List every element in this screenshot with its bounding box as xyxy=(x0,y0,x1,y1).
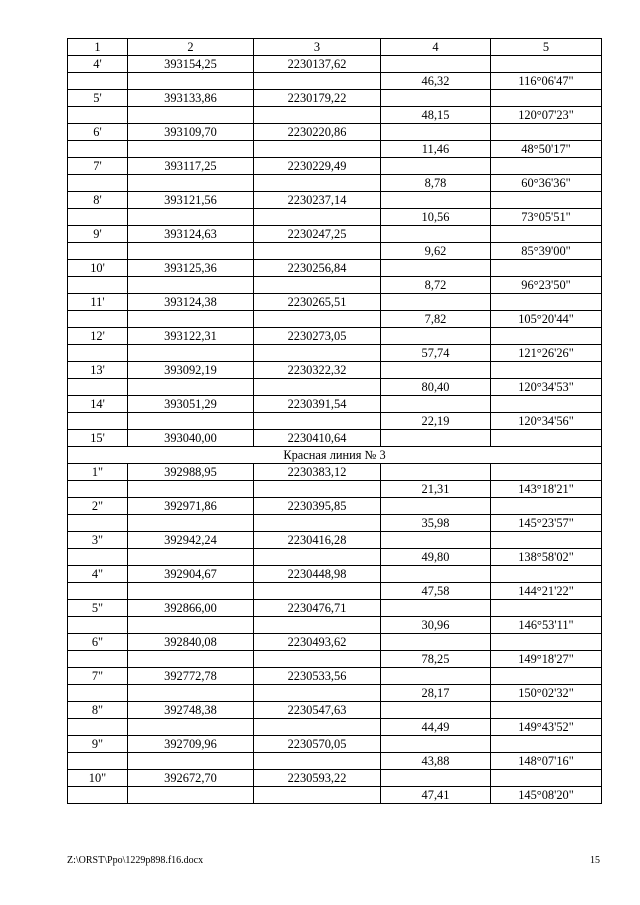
y-coordinate-cell: 2230395,85 xyxy=(254,498,381,515)
angle-cell xyxy=(491,532,602,549)
table-row xyxy=(68,124,602,141)
length-cell xyxy=(381,56,491,73)
point-cell xyxy=(68,107,128,124)
point-cell xyxy=(68,685,128,702)
x-coordinate-cell xyxy=(128,379,254,396)
length-cell: 44,49 xyxy=(381,719,491,736)
y-coordinate-cell: 2230247,25 xyxy=(254,226,381,243)
y-coordinate-cell xyxy=(254,481,381,498)
x-coordinate-cell: 392672,70 xyxy=(128,770,254,787)
angle-cell xyxy=(491,328,602,345)
length-cell: 9,62 xyxy=(381,243,491,260)
length-cell: 48,15 xyxy=(381,107,491,124)
angle-cell xyxy=(491,56,602,73)
length-cell: 57,74 xyxy=(381,345,491,362)
point-cell xyxy=(68,481,128,498)
angle-cell xyxy=(491,600,602,617)
header-cell-angle: 5 xyxy=(491,39,602,56)
angle-cell: 48°50'17" xyxy=(491,141,602,158)
point-cell: 15' xyxy=(68,430,128,447)
length-cell xyxy=(381,362,491,379)
y-coordinate-cell xyxy=(254,719,381,736)
x-coordinate-cell: 392988,95 xyxy=(128,464,254,481)
y-coordinate-cell: 2230179,22 xyxy=(254,90,381,107)
point-cell xyxy=(68,515,128,532)
angle-cell: 150°02'32" xyxy=(491,685,602,702)
table-row xyxy=(68,158,602,175)
angle-cell xyxy=(491,158,602,175)
table-row xyxy=(68,481,602,498)
angle-cell xyxy=(491,498,602,515)
angle-cell xyxy=(491,668,602,685)
y-coordinate-cell xyxy=(254,209,381,226)
table-row xyxy=(68,702,602,719)
y-coordinate-cell: 2230383,12 xyxy=(254,464,381,481)
point-cell: 4' xyxy=(68,56,128,73)
table-row xyxy=(68,600,602,617)
point-cell: 5' xyxy=(68,90,128,107)
table-row xyxy=(68,362,602,379)
angle-cell: 105°20'44" xyxy=(491,311,602,328)
table-row xyxy=(68,328,602,345)
x-coordinate-cell xyxy=(128,515,254,532)
x-coordinate-cell xyxy=(128,141,254,158)
y-coordinate-cell: 2230416,28 xyxy=(254,532,381,549)
x-coordinate-cell xyxy=(128,549,254,566)
point-cell: 14' xyxy=(68,396,128,413)
length-cell: 49,80 xyxy=(381,549,491,566)
table-row xyxy=(68,243,602,260)
x-coordinate-cell: 392709,96 xyxy=(128,736,254,753)
length-cell xyxy=(381,770,491,787)
table-row xyxy=(68,549,602,566)
header-cell-length: 4 xyxy=(381,39,491,56)
point-cell: 12' xyxy=(68,328,128,345)
y-coordinate-cell: 2230593,22 xyxy=(254,770,381,787)
length-cell: 46,32 xyxy=(381,73,491,90)
table-row xyxy=(68,668,602,685)
length-cell xyxy=(381,158,491,175)
angle-cell: 121°26'26" xyxy=(491,345,602,362)
point-cell: 1" xyxy=(68,464,128,481)
y-coordinate-cell xyxy=(254,141,381,158)
angle-cell: 143°18'21" xyxy=(491,481,602,498)
point-cell xyxy=(68,345,128,362)
length-cell xyxy=(381,600,491,617)
length-cell: 35,98 xyxy=(381,515,491,532)
table-row xyxy=(68,345,602,362)
point-cell: 9' xyxy=(68,226,128,243)
table-row xyxy=(68,736,602,753)
point-cell xyxy=(68,583,128,600)
y-coordinate-cell xyxy=(254,651,381,668)
length-cell xyxy=(381,192,491,209)
x-coordinate-cell: 393122,31 xyxy=(128,328,254,345)
y-coordinate-cell: 2230256,84 xyxy=(254,260,381,277)
table-row xyxy=(68,566,602,583)
length-cell xyxy=(381,566,491,583)
length-cell: 80,40 xyxy=(381,379,491,396)
length-cell xyxy=(381,124,491,141)
table-row xyxy=(68,379,602,396)
angle-cell: 145°23'57" xyxy=(491,515,602,532)
header-cell-x: 2 xyxy=(128,39,254,56)
angle-cell: 120°34'56" xyxy=(491,413,602,430)
table-row xyxy=(68,498,602,515)
length-cell xyxy=(381,396,491,413)
angle-cell xyxy=(491,702,602,719)
angle-cell: 144°21'22" xyxy=(491,583,602,600)
header-cell-y: 3 xyxy=(254,39,381,56)
angle-cell xyxy=(491,770,602,787)
x-coordinate-cell: 393124,63 xyxy=(128,226,254,243)
x-coordinate-cell: 393121,56 xyxy=(128,192,254,209)
table-row xyxy=(68,770,602,787)
y-coordinate-cell xyxy=(254,345,381,362)
table-row xyxy=(68,277,602,294)
x-coordinate-cell: 393092,19 xyxy=(128,362,254,379)
footer-file-path: Z:\ORST\Ppo\1229p898.f16.docx xyxy=(67,855,204,866)
length-cell: 8,78 xyxy=(381,175,491,192)
x-coordinate-cell: 393040,00 xyxy=(128,430,254,447)
point-cell: 3" xyxy=(68,532,128,549)
length-cell: 30,96 xyxy=(381,617,491,634)
x-coordinate-cell xyxy=(128,685,254,702)
y-coordinate-cell xyxy=(254,277,381,294)
x-coordinate-cell xyxy=(128,583,254,600)
table-row xyxy=(68,634,602,651)
y-coordinate-cell: 2230493,62 xyxy=(254,634,381,651)
y-coordinate-cell xyxy=(254,549,381,566)
angle-cell xyxy=(491,396,602,413)
angle-cell xyxy=(491,430,602,447)
length-cell xyxy=(381,532,491,549)
x-coordinate-cell: 392866,00 xyxy=(128,600,254,617)
y-coordinate-cell xyxy=(254,243,381,260)
point-cell: 2" xyxy=(68,498,128,515)
x-coordinate-cell: 393109,70 xyxy=(128,124,254,141)
y-coordinate-cell xyxy=(254,413,381,430)
point-cell: 10' xyxy=(68,260,128,277)
point-cell: 5" xyxy=(68,600,128,617)
x-coordinate-cell: 392748,38 xyxy=(128,702,254,719)
y-coordinate-cell xyxy=(254,787,381,804)
table-row xyxy=(68,311,602,328)
x-coordinate-cell: 392772,78 xyxy=(128,668,254,685)
y-coordinate-cell xyxy=(254,175,381,192)
x-coordinate-cell xyxy=(128,209,254,226)
x-coordinate-cell xyxy=(128,617,254,634)
x-coordinate-cell xyxy=(128,481,254,498)
angle-cell: 120°07'23" xyxy=(491,107,602,124)
x-coordinate-cell: 393124,38 xyxy=(128,294,254,311)
x-coordinate-cell: 392840,08 xyxy=(128,634,254,651)
header-cell-point: 1 xyxy=(68,39,128,56)
table-row xyxy=(68,56,602,73)
angle-cell: 146°53'11" xyxy=(491,617,602,634)
angle-cell: 73°05'51" xyxy=(491,209,602,226)
table-body xyxy=(68,56,602,804)
section-title: Красная линия № 3 xyxy=(68,447,602,464)
y-coordinate-cell xyxy=(254,685,381,702)
length-cell: 47,58 xyxy=(381,583,491,600)
y-coordinate-cell: 2230448,98 xyxy=(254,566,381,583)
length-cell xyxy=(381,90,491,107)
x-coordinate-cell: 393051,29 xyxy=(128,396,254,413)
length-cell xyxy=(381,260,491,277)
length-cell xyxy=(381,498,491,515)
point-cell xyxy=(68,413,128,430)
angle-cell xyxy=(491,294,602,311)
x-coordinate-cell xyxy=(128,651,254,668)
x-coordinate-cell xyxy=(128,243,254,260)
point-cell xyxy=(68,175,128,192)
x-coordinate-cell: 393133,86 xyxy=(128,90,254,107)
point-cell: 13' xyxy=(68,362,128,379)
y-coordinate-cell: 2230547,63 xyxy=(254,702,381,719)
length-cell xyxy=(381,430,491,447)
length-cell: 11,46 xyxy=(381,141,491,158)
table-row xyxy=(68,617,602,634)
angle-cell: 145°08'20" xyxy=(491,787,602,804)
y-coordinate-cell xyxy=(254,617,381,634)
length-cell xyxy=(381,736,491,753)
page-number: 15 xyxy=(590,855,600,866)
table-row xyxy=(68,141,602,158)
point-cell: 7" xyxy=(68,668,128,685)
y-coordinate-cell: 2230391,54 xyxy=(254,396,381,413)
table-row xyxy=(68,515,602,532)
length-cell: 10,56 xyxy=(381,209,491,226)
angle-cell xyxy=(491,124,602,141)
point-cell xyxy=(68,651,128,668)
x-coordinate-cell: 393154,25 xyxy=(128,56,254,73)
angle-cell: 85°39'00" xyxy=(491,243,602,260)
length-cell xyxy=(381,226,491,243)
point-cell xyxy=(68,311,128,328)
angle-cell: 149°43'52" xyxy=(491,719,602,736)
length-cell xyxy=(381,464,491,481)
table-row xyxy=(68,226,602,243)
x-coordinate-cell xyxy=(128,311,254,328)
y-coordinate-cell: 2230229,49 xyxy=(254,158,381,175)
point-cell: 11' xyxy=(68,294,128,311)
table-row xyxy=(68,583,602,600)
angle-cell xyxy=(491,260,602,277)
table-row xyxy=(68,532,602,549)
length-cell: 7,82 xyxy=(381,311,491,328)
x-coordinate-cell xyxy=(128,787,254,804)
length-cell: 8,72 xyxy=(381,277,491,294)
y-coordinate-cell: 2230570,05 xyxy=(254,736,381,753)
length-cell: 78,25 xyxy=(381,651,491,668)
x-coordinate-cell: 393117,25 xyxy=(128,158,254,175)
table-row xyxy=(68,73,602,90)
y-coordinate-cell: 2230265,51 xyxy=(254,294,381,311)
angle-cell xyxy=(491,226,602,243)
angle-cell: 120°34'53" xyxy=(491,379,602,396)
y-coordinate-cell: 2230137,62 xyxy=(254,56,381,73)
y-coordinate-cell: 2230220,86 xyxy=(254,124,381,141)
section-row xyxy=(68,447,602,464)
point-cell: 10" xyxy=(68,770,128,787)
point-cell xyxy=(68,379,128,396)
y-coordinate-cell: 2230322,32 xyxy=(254,362,381,379)
point-cell: 7' xyxy=(68,158,128,175)
table-row xyxy=(68,413,602,430)
y-coordinate-cell: 2230410,64 xyxy=(254,430,381,447)
point-cell xyxy=(68,617,128,634)
table-header-row xyxy=(68,39,602,56)
point-cell xyxy=(68,753,128,770)
y-coordinate-cell xyxy=(254,379,381,396)
angle-cell xyxy=(491,90,602,107)
length-cell: 21,31 xyxy=(381,481,491,498)
point-cell xyxy=(68,243,128,260)
length-cell xyxy=(381,702,491,719)
table-row xyxy=(68,685,602,702)
point-cell: 4" xyxy=(68,566,128,583)
length-cell xyxy=(381,328,491,345)
point-cell xyxy=(68,73,128,90)
y-coordinate-cell xyxy=(254,515,381,532)
table-row xyxy=(68,430,602,447)
length-cell xyxy=(381,294,491,311)
table-row xyxy=(68,192,602,209)
y-coordinate-cell xyxy=(254,107,381,124)
x-coordinate-cell xyxy=(128,345,254,362)
x-coordinate-cell xyxy=(128,719,254,736)
x-coordinate-cell xyxy=(128,175,254,192)
x-coordinate-cell: 393125,36 xyxy=(128,260,254,277)
point-cell: 9" xyxy=(68,736,128,753)
x-coordinate-cell xyxy=(128,73,254,90)
x-coordinate-cell xyxy=(128,753,254,770)
angle-cell: 60°36'36" xyxy=(491,175,602,192)
y-coordinate-cell: 2230273,05 xyxy=(254,328,381,345)
table-row xyxy=(68,294,602,311)
x-coordinate-cell xyxy=(128,277,254,294)
table-row xyxy=(68,260,602,277)
table-row xyxy=(68,753,602,770)
angle-cell xyxy=(491,634,602,651)
point-cell xyxy=(68,209,128,226)
coordinates-table xyxy=(67,38,602,804)
y-coordinate-cell xyxy=(254,753,381,770)
length-cell xyxy=(381,668,491,685)
table-row xyxy=(68,90,602,107)
length-cell: 43,88 xyxy=(381,753,491,770)
angle-cell: 96°23'50" xyxy=(491,277,602,294)
table-row xyxy=(68,787,602,804)
y-coordinate-cell xyxy=(254,311,381,328)
y-coordinate-cell: 2230533,56 xyxy=(254,668,381,685)
length-cell: 22,19 xyxy=(381,413,491,430)
y-coordinate-cell xyxy=(254,73,381,90)
x-coordinate-cell xyxy=(128,413,254,430)
x-coordinate-cell xyxy=(128,107,254,124)
point-cell: 6' xyxy=(68,124,128,141)
table-row xyxy=(68,651,602,668)
angle-cell xyxy=(491,566,602,583)
angle-cell: 116°06'47" xyxy=(491,73,602,90)
table-row xyxy=(68,719,602,736)
table-row xyxy=(68,209,602,226)
angle-cell xyxy=(491,464,602,481)
y-coordinate-cell: 2230237,14 xyxy=(254,192,381,209)
table-row xyxy=(68,175,602,192)
length-cell: 28,17 xyxy=(381,685,491,702)
point-cell xyxy=(68,787,128,804)
y-coordinate-cell: 2230476,71 xyxy=(254,600,381,617)
x-coordinate-cell: 392904,67 xyxy=(128,566,254,583)
point-cell xyxy=(68,141,128,158)
point-cell xyxy=(68,719,128,736)
point-cell xyxy=(68,549,128,566)
angle-cell xyxy=(491,192,602,209)
table-row xyxy=(68,396,602,413)
point-cell: 8' xyxy=(68,192,128,209)
y-coordinate-cell xyxy=(254,583,381,600)
angle-cell: 138°58'02" xyxy=(491,549,602,566)
length-cell: 47,41 xyxy=(381,787,491,804)
point-cell xyxy=(68,277,128,294)
angle-cell xyxy=(491,736,602,753)
length-cell xyxy=(381,634,491,651)
angle-cell xyxy=(491,362,602,379)
x-coordinate-cell: 392971,86 xyxy=(128,498,254,515)
table-row xyxy=(68,464,602,481)
x-coordinate-cell: 392942,24 xyxy=(128,532,254,549)
point-cell: 6" xyxy=(68,634,128,651)
coordinates-table-container xyxy=(67,38,600,804)
angle-cell: 149°18'27" xyxy=(491,651,602,668)
table-row xyxy=(68,107,602,124)
angle-cell: 148°07'16" xyxy=(491,753,602,770)
point-cell: 8" xyxy=(68,702,128,719)
